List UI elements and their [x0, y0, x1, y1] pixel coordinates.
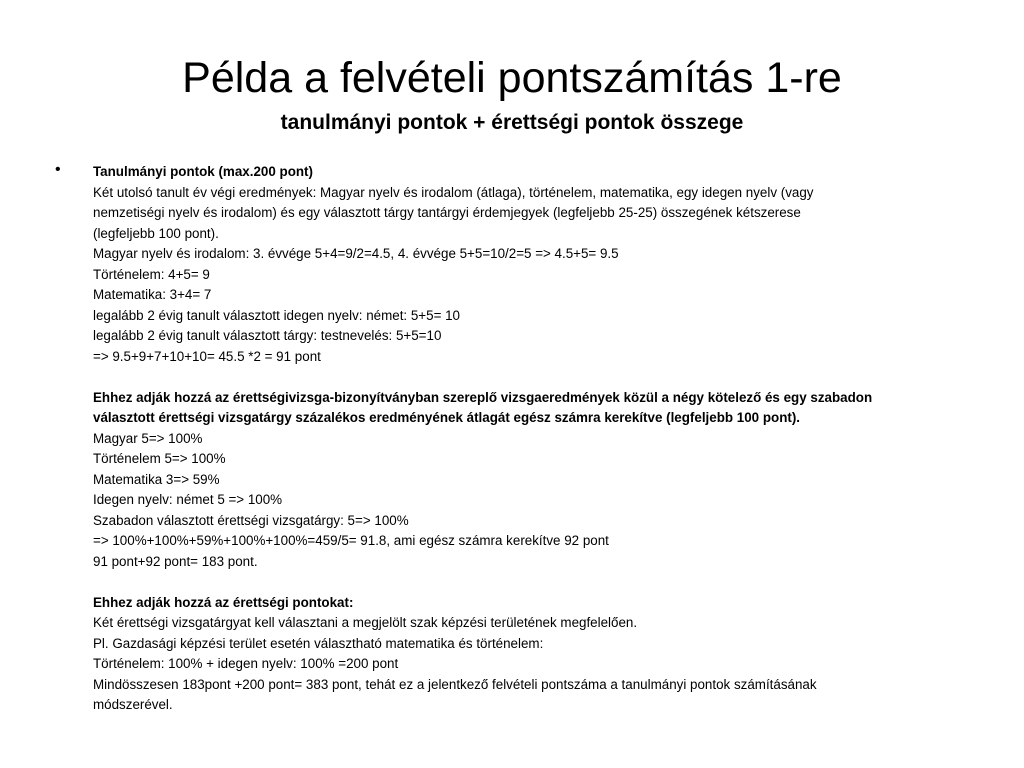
body-line: Pl. Gazdasági képzési terület esetén választható matematika és történelem: [93, 635, 544, 651]
body-line: nemzetiségi nyelv és irodalom) és egy választott tárgy tantárgyi érdemjegyek (legfeljebb 25-25) összegének kétszerese [93, 205, 801, 220]
body-line: (legfeljebb 100 pont). [93, 225, 219, 241]
body-line: Történelem: 4+5= 9 [93, 266, 210, 282]
body-line: Két érettségi vizsgatárgyat kell választani a megjelölt szak képzési területének megfelelően. [93, 615, 638, 630]
body-line: Mindösszesen 183pont +200 pont= 383 pont, tehát ez a jelentkező felvételi pontszáma a tanulmányi pontok számításának [93, 676, 817, 692]
body-line: Matematika: 3+4= 7 [93, 287, 212, 302]
body-line: módszerével. [93, 697, 173, 712]
body-line: Magyar 5=> 100% [93, 430, 203, 446]
body-line: Magyar nyelv és irodalom: 3. évvége 5+4=9/2=4.5, 4. évvége 5+5=10/2=5 => 4.5+5= 9.5 [93, 246, 619, 261]
section-heading-erettsegi-atlag: Ehhez adják hozzá az érettségivizsga-bizonyítványban szereplő vizsgaeredmények közül a négy kötelező és egy szabadon [93, 389, 873, 405]
body-line: => 9.5+9+7+10+10= 45.5 *2 = 91 pont [93, 348, 321, 364]
slide-body [93, 162, 973, 716]
spacer [93, 572, 973, 593]
body-line: => 100%+100%+59%+100%+100%=459/5= 91.8, ami egész számra kerekítve 92 pont [93, 533, 609, 548]
slide-subtitle: tanulmányi pontok + érettségi pontok összege [280, 111, 744, 134]
spacer [93, 367, 973, 388]
bullet-marker: • [55, 161, 61, 178]
body-line: Két utolsó tanult év végi eredmények: Magyar nyelv és irodalom (átlaga), történelem, matematika, egy idegen nyelv (vagy [93, 184, 814, 200]
body-line: Történelem 5=> 100% [93, 451, 226, 466]
body-line: legalább 2 évig tanult választott tárgy: testnevelés: 5+5=10 [93, 328, 442, 343]
body-line: Történelem: 100% + idegen nyelv: 100% =200 pont [93, 656, 399, 671]
slide-title: Példa a felvételi pontszámítás 1-re [182, 54, 842, 102]
section-heading-erettsegi-atlag: választott érettségi vizsgatárgy százalékos eredményének átlagát egész számra kerekítve (legfeljebb 100 pont). [93, 410, 801, 425]
body-line: Matematika 3=> 59% [93, 471, 220, 487]
section-heading-tanulmanyi: Tanulmányi pontok (max.200 pont) [93, 164, 313, 179]
body-line: legalább 2 évig tanult választott idegen nyelv: német: 5+5= 10 [93, 307, 461, 323]
body-line: 91 pont+92 pont= 183 pont. [93, 553, 258, 569]
body-line: Idegen nyelv: német 5 => 100% [93, 492, 283, 507]
body-line: Szabadon választott érettségi vizsgatárgy: 5=> 100% [93, 512, 409, 528]
section-heading-erettsegi-pontok: Ehhez adják hozzá az érettségi pontokat: [93, 594, 354, 610]
